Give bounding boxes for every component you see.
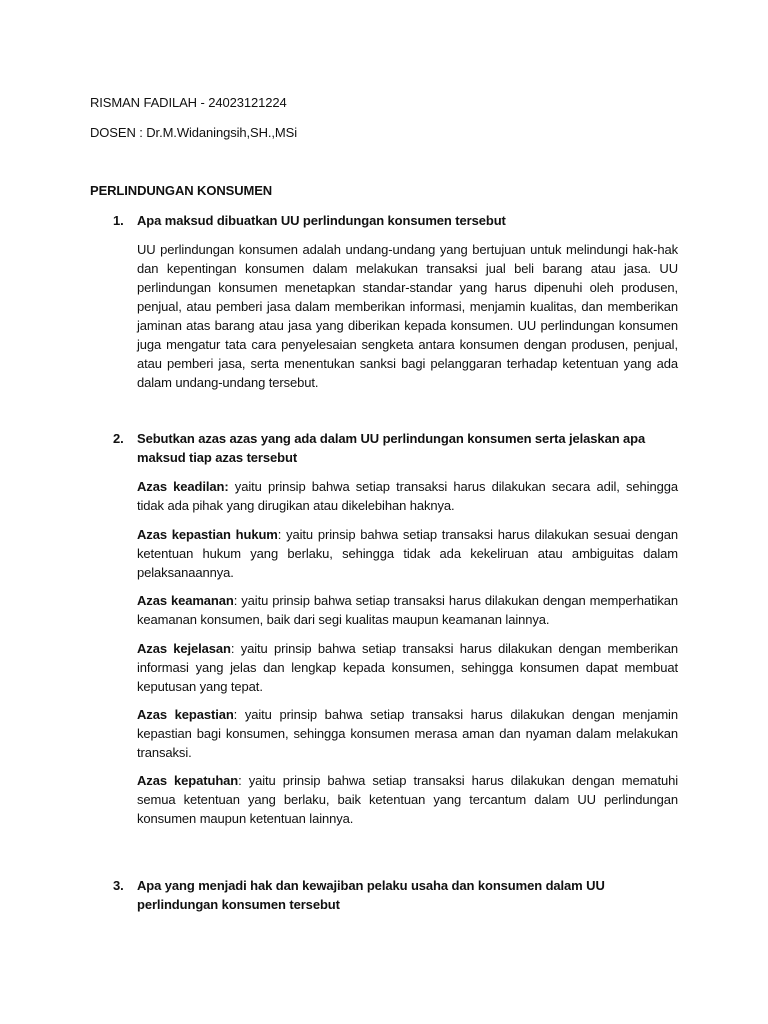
question-2-text: Sebutkan azas azas yang ada dalam UU perlindungan konsumen serta jelaskan apa maksud tiap azas tersebut: [137, 431, 646, 465]
principle-item: [137, 705, 678, 762]
principle-term: Azas kepastian: [137, 707, 234, 722]
principle-term: Azas kejelasan: [137, 641, 231, 656]
question-1-number: 1.: [113, 213, 124, 228]
principle-desc: : yaitu prinsip bahwa setiap transaksi harus dilakukan dengan memperhatikan keamanan konsumen, baik dari segi kualitas maupun keamanan lainnya.: [137, 593, 678, 627]
principle-desc: : yaitu prinsip bahwa setiap transaksi harus dilakukan sesuai dengan ketentuan hukum yang berlaku, sehingga tidak ada kekeliruan atau ambiguitas dalam pelaksanaannya.: [137, 527, 678, 580]
principle-desc: yaitu prinsip bahwa setiap transaksi harus dilakukan secara adil, sehingga tidak ada pihak yang dirugikan atau dikelebihan haknya.: [137, 479, 678, 513]
principle-item: [137, 591, 678, 629]
question-1-text: Apa maksud dibuatkan UU perlindungan konsumen tersebut: [137, 213, 506, 228]
principle-item: [137, 639, 678, 696]
question-3-text: Apa yang menjadi hak dan kewajiban pelaku usaha dan konsumen dalam UU perlindungan konsumen tersebut: [137, 878, 605, 912]
principle-desc: : yaitu prinsip bahwa setiap transaksi harus dilakukan dengan menjamin kepastian bagi konsumen, sehingga konsumen merasa aman dan nyaman dalam melakukan transaksi.: [137, 707, 678, 760]
principle-item: [137, 771, 678, 828]
principle-item: [137, 477, 678, 515]
principle-item: [137, 525, 678, 582]
question-2-number: 2.: [113, 431, 124, 446]
principle-term: Azas keamanan: [137, 593, 234, 608]
principle-term: Azas kepatuhan: [137, 773, 239, 788]
principle-term: Azas keadilan:: [137, 479, 229, 494]
author-line: RISMAN FADILAH - 24023121224: [90, 95, 287, 110]
question-3-number: 3.: [113, 878, 124, 893]
principle-term: Azas kepastian hukum: [137, 527, 278, 542]
principle-desc: : yaitu prinsip bahwa setiap transaksi harus dilakukan dengan memberikan informasi yang jelas dan lengkap kepada konsumen, sehingga konsumen dapat membuat keputusan yang tepat.: [137, 641, 678, 694]
document-title: PERLINDUNGAN KONSUMEN: [90, 183, 273, 198]
question-1-answer: UU perlindungan konsumen adalah undang-undang yang bertujuan untuk melindungi hak-hak dan kepentingan konsumen dalam melakukan transaksi jual beli barang atau jasa. UU perlindungan konsumen menetapkan standar-standar yang harus dipenuhi oleh produsen, penjual, atau pemberi jasa dalam memberikan informasi, menjamin kualitas, dan memberikan jaminan atas barang atau jasa yang diberikan kepada konsumen. UU perlindungan konsumen juga mengatur tata cara penyelesaian sengketa antara konsumen dengan produsen, penjual, atau pemberi jasa, serta menentukan sanksi bagi pelanggaran terhadap ketentuan yang ada dalam undang-undang tersebut.: [137, 242, 678, 390]
lecturer-line: DOSEN : Dr.M.Widaningsih,SH.,MSi: [90, 125, 298, 140]
principle-desc: : yaitu prinsip bahwa setiap transaksi harus dilakukan dengan mematuhi semua ketentuan yang berlaku, baik ketentuan yang tercantum dalam UU perlindungan konsumen maupun ketentuan lainnya.: [137, 773, 678, 826]
